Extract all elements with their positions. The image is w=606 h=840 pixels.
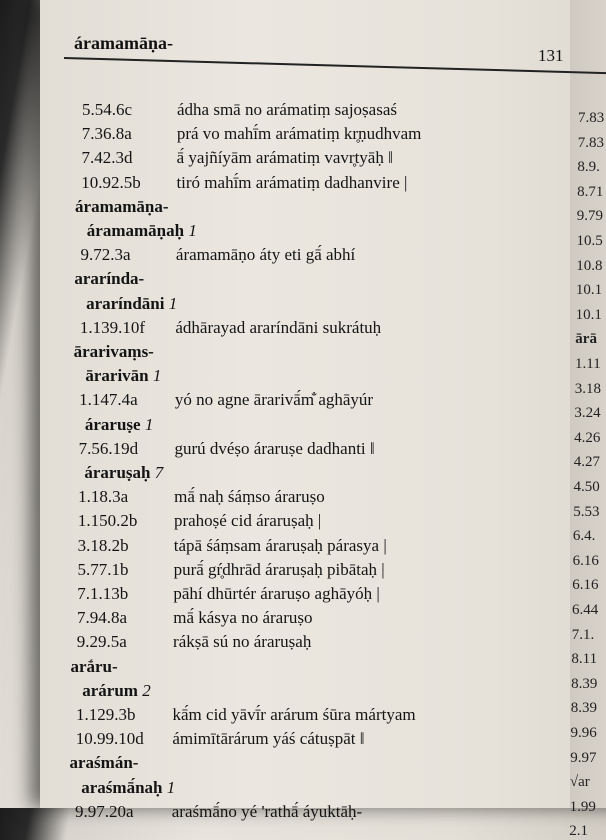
form-text: arárum — [82, 681, 138, 700]
citation-text: mā́ kásya no áraruṣo — [173, 608, 312, 628]
citation-ref: 7.1.13b — [77, 584, 128, 604]
facing-page-ref: 8.71 — [577, 184, 606, 201]
stem-text: araśmán- — [70, 753, 139, 773]
citation-text: araśmā́no yé 'rathā́ áyuktāḥ- — [172, 802, 362, 822]
facing-page-ref: 6.4. — [573, 528, 606, 545]
citation-text: pāhí dhūrtér áraruṣo aghāyóḥ | — [173, 584, 379, 604]
form-count: 2 — [142, 681, 151, 700]
facing-page-ref: 9.97 — [570, 750, 606, 767]
facing-page-ref: 8.9. — [577, 159, 606, 176]
facing-page-ref: 6.44 — [572, 602, 606, 619]
form-count: 7 — [155, 463, 164, 482]
facing-page-ref: 10.5 — [577, 233, 606, 250]
facing-page-ref: 10.1 — [576, 307, 606, 324]
citation-ref: 10.99.10d — [76, 729, 144, 749]
form-text: áraruṣaḥ — [84, 463, 150, 482]
citation-text: ádhārayad araríndāni sukrátuḥ — [175, 318, 381, 338]
facing-page-ref: 3.24 — [574, 405, 606, 422]
facing-page-ref: 2.1 — [569, 823, 606, 840]
facing-page-ref: 10.8 — [576, 258, 606, 275]
form-count: 1 — [145, 415, 154, 434]
citation-ref: 1.150.2b — [78, 511, 138, 531]
facing-page-ref: 8.39 — [571, 676, 606, 693]
form-text: ārarivān — [85, 366, 148, 385]
facing-page-ref: 8.11 — [571, 651, 606, 668]
citation-text: prá vo mahī́m arámatiṃ kr̥ṇudhvam — [177, 124, 422, 144]
facing-page-ref: ārā — [575, 331, 606, 348]
facing-page-ref: 4.26 — [574, 430, 606, 447]
facing-page-ref: 9.96 — [571, 725, 606, 742]
form-text: áraruṣe — [85, 415, 141, 434]
citation-ref: 7.36.8a — [82, 124, 132, 144]
facing-page-ref: 4.50 — [574, 479, 606, 496]
citation-text: gurú dvéṣo áraruṣe dadhanti ‖ — [174, 439, 374, 459]
citation-text: ā́ yajñíyām arámatiṃ vavr̥tyāḥ ‖ — [177, 148, 393, 168]
citation-ref: 7.42.3d — [82, 148, 133, 168]
citation-text: purā́ gŕ̥dhrād áraruṣaḥ pibātaḥ | — [174, 560, 385, 580]
citation-ref: 3.18.2b — [78, 536, 129, 556]
citation-text: ámimītārárum yáś cátuṣpāt ‖ — [172, 729, 364, 749]
page-number: 131 — [538, 46, 564, 66]
citation-ref: 1.129.3b — [76, 705, 136, 725]
citation-ref: 1.147.4a — [79, 390, 138, 410]
form-count: 1 — [167, 778, 176, 797]
facing-page-ref: 10.1 — [576, 282, 606, 299]
form-count: 1 — [169, 294, 178, 313]
stem-text: ārarivaṃs- — [74, 342, 154, 362]
citation-ref: 10.92.5b — [81, 173, 141, 193]
citation-text: ádha smā no arámatiṃ sajoṣasaś — [177, 100, 397, 120]
stem-text: ararínda- — [74, 269, 144, 289]
citation-text: áramamāṇo áty eti gā́ abhí — [176, 245, 355, 265]
citation-ref: 9.72.3a — [81, 245, 131, 265]
citation-ref: 5.77.1b — [77, 560, 128, 580]
facing-page-ref: 7.83 — [578, 110, 606, 127]
facing-page-ref: 9.79 — [577, 208, 606, 225]
citation-ref: 9.29.5a — [77, 632, 127, 652]
citation-ref: 1.18.3a — [78, 487, 128, 507]
stem-text: áramamāṇa- — [75, 197, 168, 217]
form-text: araríndāni — [86, 294, 164, 313]
citation-text: prahoṣé cid áraruṣaḥ | — [174, 511, 321, 531]
stem-text: arắru- — [70, 657, 117, 677]
citation-ref: 7.56.19d — [79, 439, 139, 459]
facing-page-ref: 1.11 — [575, 356, 606, 373]
citation-text: tápā śáṃsam áraruṣaḥ párasya | — [174, 536, 387, 556]
facing-page-ref: 7.1. — [572, 627, 606, 644]
facing-page-ref: 1.99 — [570, 799, 606, 816]
facing-page-ref: 8.39 — [571, 700, 606, 717]
form-text: áramamāṇaḥ — [87, 221, 184, 240]
form-text: araśmā́naḥ — [81, 778, 162, 797]
citation-ref: 9.97.20a — [75, 802, 134, 822]
facing-page-ref: 7.83 — [578, 135, 606, 152]
citation-text: mā́ naḥ śáṃso áraruṣo — [174, 487, 325, 507]
facing-page-ref: 4.27 — [574, 454, 606, 471]
facing-page-ref: 6.16 — [573, 553, 606, 570]
citation-ref: 5.54.6c — [82, 100, 132, 120]
citation-text: kā́m cid yāvī́r arárum śūra mártyam — [173, 705, 416, 725]
facing-page-ref: √ar — [570, 774, 606, 791]
citation-ref: 1.139.10f — [80, 318, 145, 338]
facing-page-ref: 6.16 — [572, 577, 606, 594]
form-count: 1 — [153, 366, 162, 385]
facing-page-ref: 5.53 — [573, 504, 606, 521]
form-count: 1 — [188, 221, 197, 240]
citation-text: tiró mahī́m arámatiṃ dadhanvire | — [176, 173, 407, 193]
facing-page-ref: 3.18 — [575, 381, 606, 398]
running-header: áramamāṇa- — [74, 33, 173, 54]
citation-text: rákṣā sú no áraruṣaḥ — [173, 632, 311, 652]
citation-text: yó no agne ārarivā́m̐ aghāyúr — [175, 390, 373, 410]
citation-ref: 7.94.8a — [77, 608, 127, 628]
